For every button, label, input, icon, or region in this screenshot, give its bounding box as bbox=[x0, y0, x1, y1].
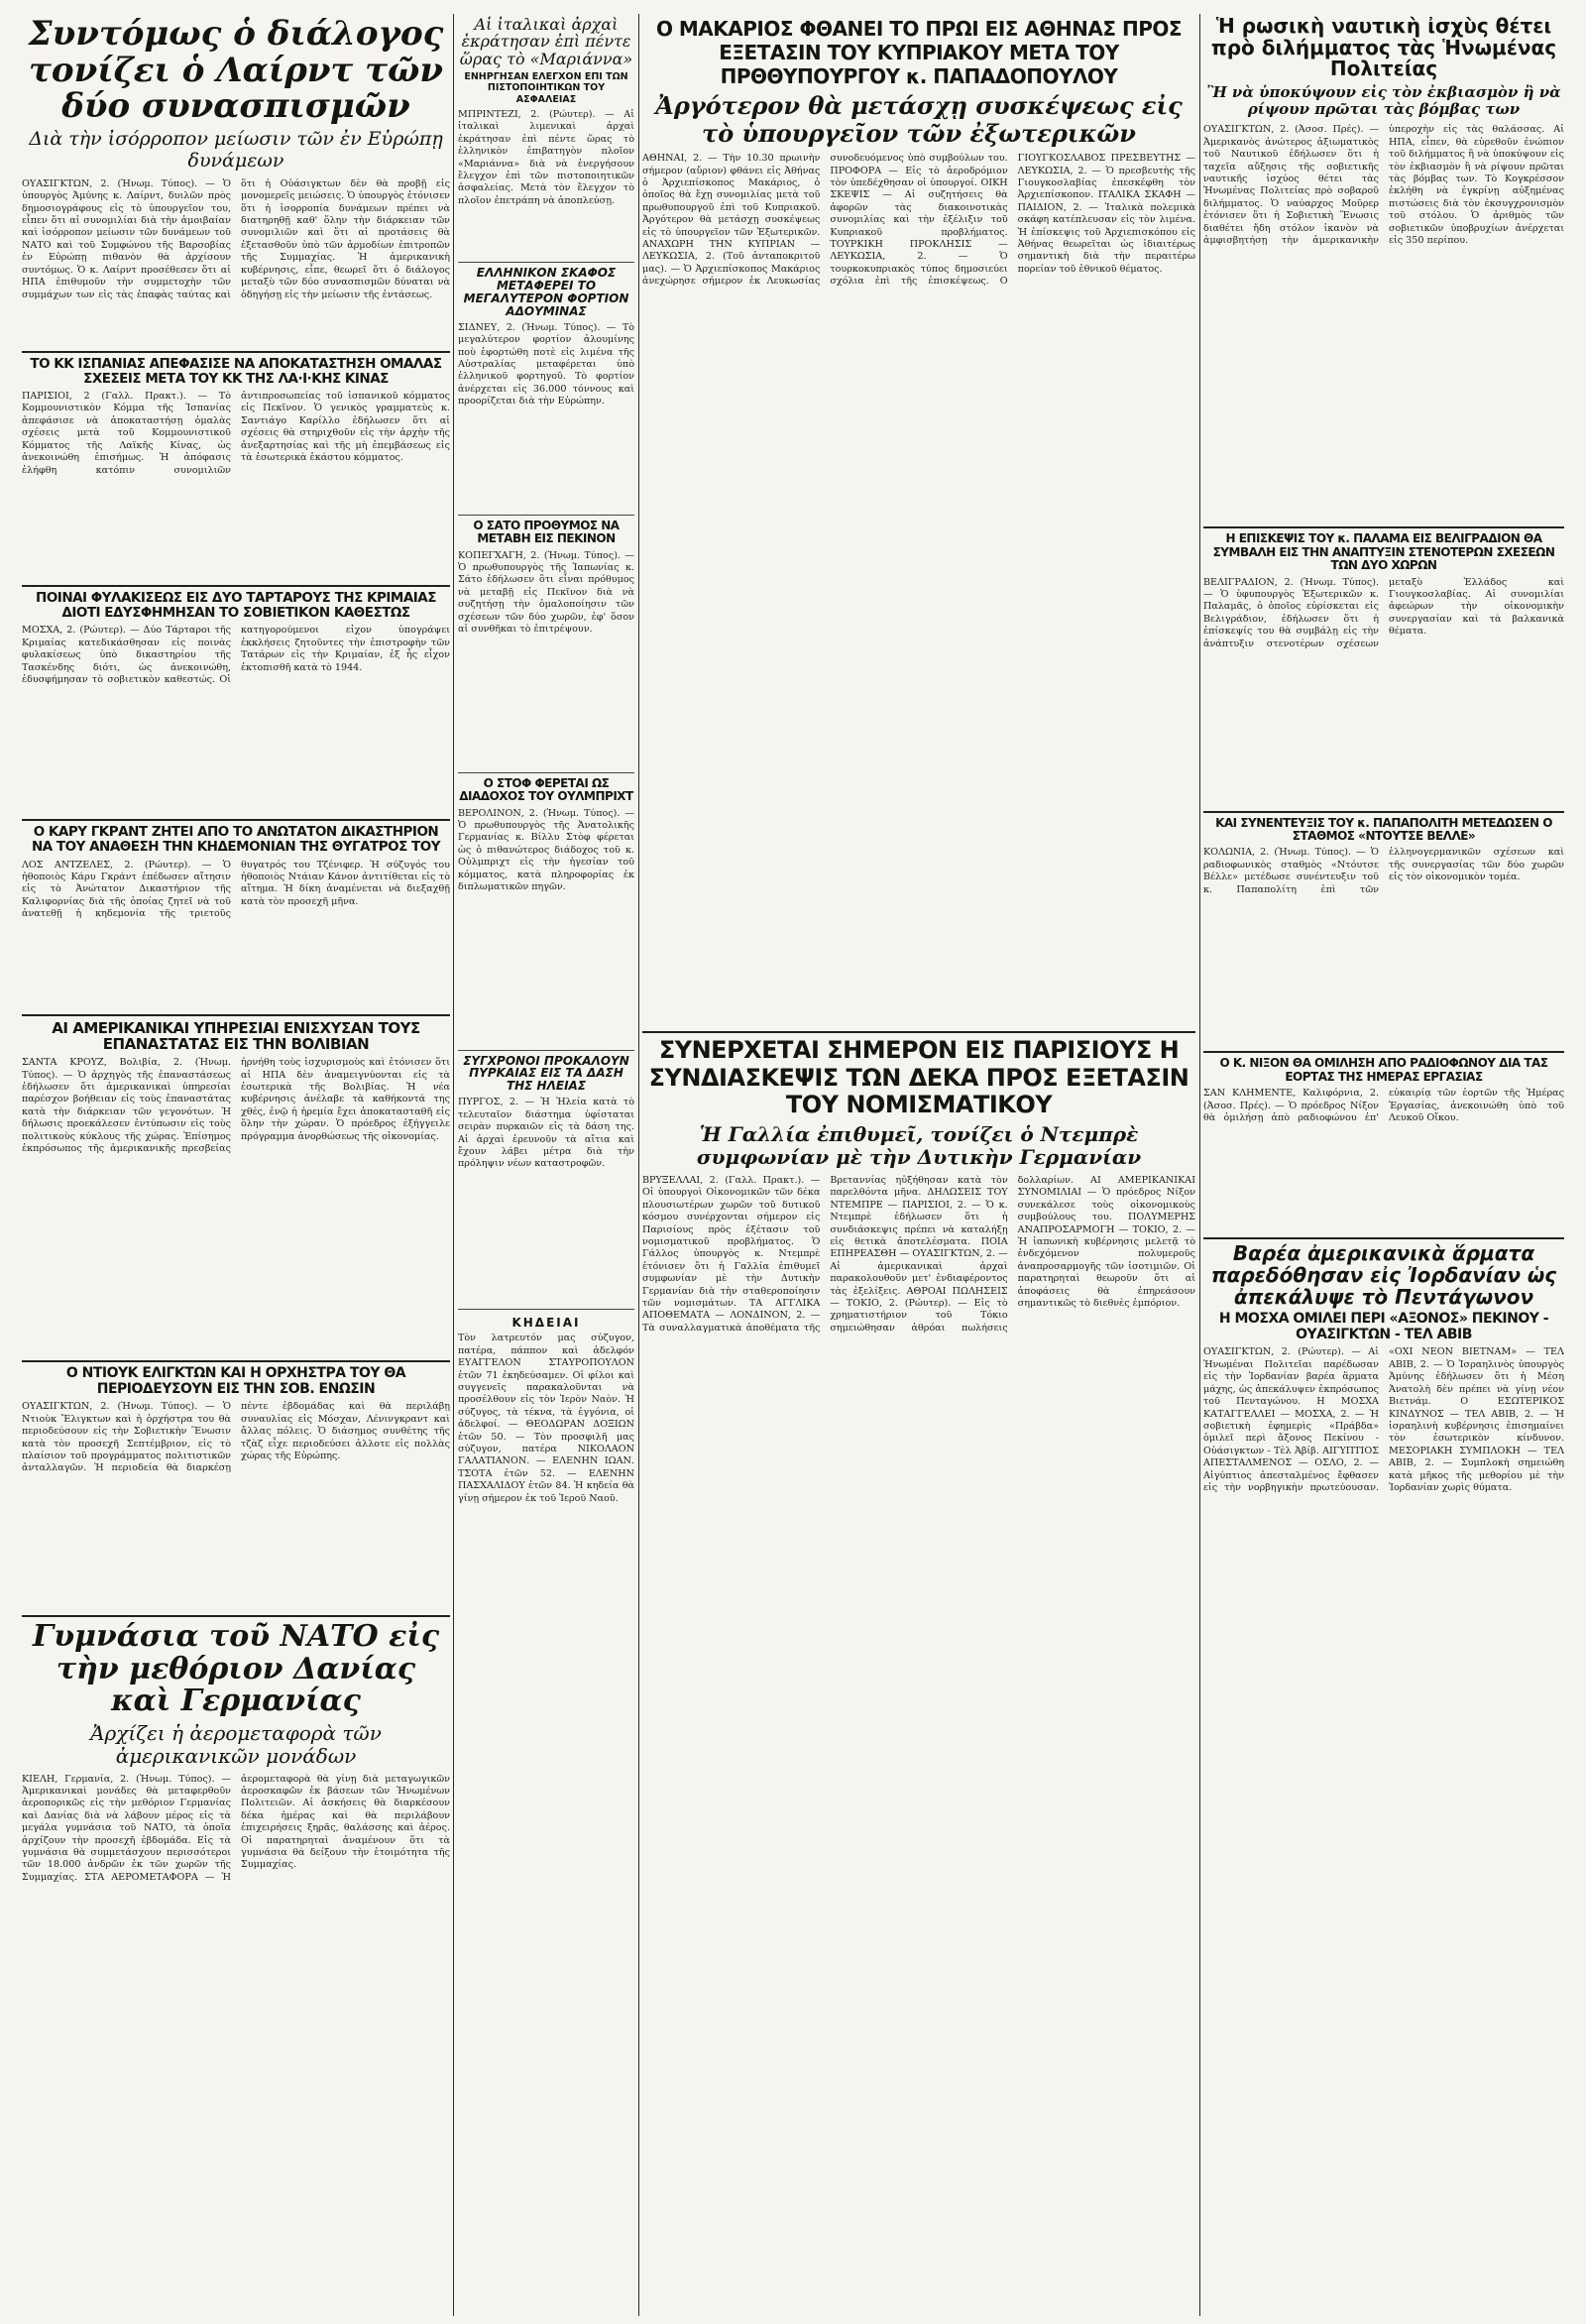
obituary-body: Τὸν λατρευτόν μας σύζυγον, πατέρα, πάππον καὶ ἀδελφόν ΕΥΑΓΓΕΛΟΝ ΣΤΑΥΡΟΠΟΥΛΟΝ ἐτῶν 71 ἐκηδεύσαμεν. Οἱ φίλοι καὶ συγγενεῖς παρακαλοῦνται νὰ προσέλθουν εἰς τὸν Ἱερὸν Ναὸν. Ἡ σύζυγος, τὰ τέκνα, τὰ ἐγγόνια, οἱ ἀδελφοί. — ΘΕΟΔΩΡΑΝ ΔΟΞΙΩΝ ἐτῶν 50. — Τὸν προσφιλῆ μας σύζυγον, πατέρα ΝΙΚΟΛΑΟΝ ΓΑΛΑΤΙΑΝΟΝ. — ΕΛΕΝΗΝ ΙΩΑΝ. ΤΣΟΤΑ ἐτῶν 52. — ΕΛΕΝΗΝ ΠΑΣΧΑΛΙΔΟΥ ἐτῶν 84. Ἡ κηδεία θὰ γίνῃ σήμερον ἐκ τοῦ Ἱεροῦ Ναοῦ. bbox=[458, 1333, 634, 1504]
column-divider bbox=[638, 14, 639, 2316]
story-headline: Βαρέα ἀμερικανικὰ ἅρματα παρεδόθησαν εἰς Ἰορδανίαν ὡς ἀπεκάλυψε τὸ Πεντάγωνον bbox=[1210, 1241, 1557, 1309]
section-rule bbox=[458, 772, 634, 773]
article-body: ΣΑΝ ΚΛΗΜΕΝΤΕ, Καλιφόρνια, 2. (Ἀσοσ. Πρές). — Ὁ πρόεδρος Νίξον θὰ ὁμιλήσῃ ἀπὸ ραδιοφώνου ἐπ' εὐκαιρίᾳ τῶν ἑορτῶν τῆς Ἡμέρας Ἐργασίας, ἀνεκοινώθη ὑπὸ τοῦ Λευκοῦ Οἴκου. bbox=[1203, 1088, 1564, 1124]
column-1 bbox=[22, 14, 450, 2316]
article-body: ΒΡΥΞΕΛΛΑΙ, 2. (Γαλλ. Πρακτ.). — Οἱ ὑπουργοὶ Οἰκονομικῶν τῶν δέκα πλουσιωτέρων χωρῶν τοῦ δυτικοῦ κόσμου συνέρχονται σήμερον εἰς Παρισίους πρὸς ἐξέτασιν τοῦ νομισματικοῦ προβλήματος. Ὁ Γάλλος ὑπουργὸς κ. Ντεμπρὲ ἐτόνισεν ὅτι ἡ Γαλλία ἐπιθυμεῖ συμφωνίαν μὲ τὴν Δυτικὴν Γερμανίαν διὰ τὴν σταθεροποίησιν τῶν νομισμάτων. ΤΑ ΑΓΓΛΙΚΑ ΑΠΟΘΕΜΑΤΑ — ΛΟΝΔΙΝΟΝ, 2. — Τὰ συναλλαγματικὰ ἀποθέματα τῆς Βρεταννίας ηὐξήθησαν κατὰ τὸν παρελθόντα μῆνα. ΔΗΛΩΣΕΙΣ ΤΟΥ ΝΤΕΜΠΡΕ — ΠΑΡΙΣΙΟΙ, 2. — Ὁ κ. Ντεμπρὲ ἐδήλωσεν ὅτι ἡ συνδιάσκεψις πρέπει νὰ καταλήξῃ εἰς θετικὰ ἀποτελέσματα. ΠΟΙΑ ΕΠΗΡΕΑΣΘΗ — ΟΥΑΣΙΓΚΤΩΝ, 2. — Αἱ ἀμερικανικαὶ ἀρχαὶ παρακολουθοῦν μετ' ἐνδιαφέροντος τὰς ἐξελίξεις. ΑΘΡΟΑΙ ΠΩΛΗΣΕΙΣ — ΤΟΚΙΟ, 2. (Ρώυτερ). — Εἰς τὸ χρηματιστήριον τοῦ Τόκιο σημειώθησαν ἀθρόαι πωλήσεις δολλαρίων. ΑΙ ΑΜΕΡΙΚΑΝΙΚΑΙ ΣΥΝΟΜΙΛΙΑΙ — Ὁ πρόεδρος Νίξον συνεκάλεσε τοὺς οἰκονομικοὺς συμβούλους του. ΠΟΛΥΜΕΡΗΣ ΑΝΑΠΡΟΣΑΡΜΟΓΗ — ΤΟΚΙΟ, 2. — Ἡ ἰαπωνικὴ κυβέρνησις μελετᾷ τὸ ἐνδεχόμενον πολυμεροῦς ἀναπροσαρμογῆς τῶν ἰσοτιμιῶν. Οἱ παρατηρηταὶ θεωροῦν ὅτι αἱ ἀποφάσεις θὰ ἐπηρεάσουν σημαντικῶς τὸ διεθνὲς ἐμπόριον. bbox=[642, 1174, 1195, 1334]
section-rule bbox=[22, 1360, 450, 1362]
section-rule bbox=[458, 515, 634, 516]
section-rule bbox=[1203, 811, 1564, 813]
article-body: ΜΠΡΙΝΤΕΖΙ, 2. (Ρώυτερ). — Αἱ ἰταλικαὶ λιμενικαὶ ἀρχαὶ ἐκράτησαν ἐπὶ πέντε ὥρας τὸ ἑλληνικὸν ἐπιβατηγὸν πλοῖον «Μαριάννα» διὰ νὰ ἐνεργήσουν ἔλεγχον ἐπὶ τῶν πιστοποιητικῶν ἀσφαλείας. Μετὰ τὸν ἔλεγχον τὸ πλοῖον ἐπετράπη νὰ ἀποπλεύσῃ. bbox=[458, 108, 634, 206]
story-subheadline: Ἀρχίζει ἡ ἀερομεταφορὰ τῶν ἀμερικανικῶν μονάδων bbox=[90, 1720, 382, 1768]
story-subheadline: Η ΜΟΣΧΑ ΟΜΙΛΕΙ ΠΕΡΙ «ΑΞΟΝΟΣ» ΠΕΚΙΝΟΥ - ΟΥΑΣΙΓΚΤΩΝ - ΤΕΛ ΑΒΙΒ bbox=[1218, 1311, 1549, 1342]
lead-headline: Ἡ ρωσικὴ ναυτικὴ ἰσχὺς θέτει πρὸ διλήμματος τὰς Ἡνωμένας Πολιτείας bbox=[1210, 14, 1557, 81]
column-2 bbox=[458, 14, 634, 2316]
story-subheadline: Ἡ Γαλλία ἐπιθυμεῖ, τονίζει ὁ Ντεμπρὲ συμφωνίαν μὲ τὴν Δυτικὴν Γερμανίαν bbox=[696, 1121, 1142, 1169]
article-body: ΒΕΛΙΓΡΑΔΙΟΝ, 2. (Ἡνωμ. Τύπος). — Ὁ ὑφυπουργὸς Ἐξωτερικῶν κ. Παλαμᾶς, ὁ ὁποῖος εὑρίσκεται εἰς Βελιγράδιον, ἐδήλωσεν ὅτι ἡ ἐπίσκεψίς του θὰ συμβάλῃ εἰς τὴν ἀνάπτυξιν στενοτέρων σχέσεων μεταξὺ Ἑλλάδος καὶ Γιουγκοσλαβίας. Αἱ συνομιλίαι ἀφεώρων τὴν οἰκονομικὴν συνεργασίαν καὶ τὰ βαλκανικὰ θέματα. bbox=[1203, 576, 1564, 649]
lead-subheadline: Ἢ νὰ ὑποκύψουν εἰς τὸν ἐκβιασμὸν ἢ νὰ ρίψουν πρῶται τὰς βόμβας των bbox=[1206, 82, 1561, 119]
article-body: ΟΥΑΣΙΓΚΤΩΝ, 2. (Ἡνωμ. Τύπος). — Ὁ Ντιοὺκ Ἔλιγκτων καὶ ἡ ὀρχήστρα του θὰ περιοδεύσουν εἰς τὴν Σοβιετικὴν Ἕνωσιν κατὰ τὸν προσεχῆ Σεπτέμβριον, εἰς τὸ πλαίσιον τοῦ προγράμματος πολιτιστικῶν ἀνταλλαγῶν. Ἡ περιοδεία θὰ διαρκέσῃ πέντε ἑβδομάδας καὶ θὰ περιλάβῃ συναυλίας εἰς Μόσχαν, Λένινγκραντ καὶ ἄλλας πόλεις. Ὁ διάσημος συνθέτης τῆς τζὰζ εἶχε περιοδεύσει ἀλλοτε εἰς πολλὰς χώρας τῆς Εὐρώπης. bbox=[22, 1401, 450, 1474]
lead-subheadline: Ἀργότερον θὰ μετάσχῃ συσκέψεως εἰς τὸ ὑπουργεῖον τῶν ἐξωτερικῶν bbox=[655, 91, 1183, 148]
story-subheadline: ΕΝΗΡΓΗΣΑΝ ΕΛΕΓΧΟΝ ΕΠΙ ΤΩΝ ΠΙΣΤΟΠΟΙΗΤΙΚΩΝ ΤΟΥ ΑΣΦΑΛΕΙΑΣ bbox=[464, 70, 628, 105]
section-rule bbox=[1203, 1237, 1564, 1239]
story-headline: Ο Κ. ΝΙΞΟΝ ΘΑ ΟΜΙΛΗΣΗ ΑΠΟ ΡΑΔΙΟΦΩΝΟΥ ΔΙΑ ΤΑΣ ΕΟΡΤΑΣ ΤΗΣ ΗΜΕΡΑΣ ΕΡΓΑΣΙΑΣ bbox=[1219, 1056, 1548, 1084]
story-headline: Η ΕΠΙΣΚΕΨΙΣ ΤΟΥ κ. ΠΑΛΑΜΑ ΕΙΣ ΒΕΛΙΓΡΑΔΙΟΝ ΘΑ ΣΥΜΒΑΛΗ ΕΙΣ ΤΗΝ ΑΝΑΠΤΥΞΙΝ ΣΤΕΝΟΤΕΡΩΝ ΣΧΕΣΕΩΝ ΤΩΝ ΔΥΟ ΧΩΡΩΝ bbox=[1212, 531, 1555, 573]
column-3 bbox=[642, 14, 1195, 2316]
obituary-heading: ΚΗΔΕΙΑΙ bbox=[511, 1316, 581, 1331]
article-body: ΚΟΛΩΝΙΑ, 2. (Ἡνωμ. Τύπος). — Ὁ ραδιοφωνικὸς σταθμὸς «Ντόυτσε Βέλλε» μετέδωσε συνέντευξιν τοῦ κ. Παπαπολίτη ἐπὶ τῶν ἑλληνογερμανικῶν σχέσεων καὶ τῆς συνεργασίας τῶν δύο χωρῶν εἰς τὸν οἰκονομικὸν τομέα. bbox=[1203, 847, 1564, 895]
story-headline: ΕΛΛΗΝΙΚΟΝ ΣΚΑΦΟΣ ΜΕΤΑΦΕΡΕΙ ΤΟ ΜΕΓΑΛΥΤΕΡΟΝ ΦΟΡΤΙΟΝ ΑΔΟΥΜΙΝΑΣ bbox=[463, 265, 629, 318]
article-body: ΟΥΑΣΙΓΚΤΩΝ, 2. (Ρώυτερ). — Αἱ Ἡνωμέναι Πολιτεῖαι παρέδωσαν εἰς τὴν Ἰορδανίαν βαρέα ἅρματα μάχης, ὡς ἀπεκάλυψεν ἐκπρόσωπος τοῦ Πενταγώνου. Η ΜΟΣΧΑ ΚΑΤΑΓΓΕΛΛΕΙ — ΜΟΣΧΑ, 2. — Ἡ σοβιετικὴ ἐφημερὶς «Πράβδα» ὁμιλεῖ περὶ ἄξονος Πεκίνου - Οὐάσιγκτων - Τὲλ Ἀβίβ. ΑΙΓΥΠΤΙΟΣ ΑΠΕΣΤΑΛΜΕΝΟΣ — ΟΣΛΟ, 2. — Αἰγύπτιος ἀπεσταλμένος ἔφθασεν εἰς τὴν νορβηγικὴν πρωτεύουσαν. «ΟΧΙ ΝΕΟΝ ΒΙΕΤΝΑΜ» — ΤΕΛ ΑΒΙΒ, 2. — Ὁ Ἰσραηλινὸς ὑπουργὸς Ἀμύνης ἐδήλωσεν ὅτι ἡ Μέση Ἀνατολὴ δὲν πρέπει νὰ γίνῃ νέον Βιετνάμ. Ο ΕΣΩΤΕΡΙΚΟΣ ΚΙΝΔΥΝΟΣ — ΤΕΛ ΑΒΙΒ, 2. — Ἡ ἰσραηλινὴ κυβέρνησις ἐπισημαίνει τὸν ἐσωτερικὸν κίνδυνον. ΜΕΣΟΡΙΑΚΗ ΣΥΜΠΛΟΚΗ — ΤΕΛ ΑΒΙΒ, 2. — Συμπλοκὴ σημειώθη κατὰ μῆκος τῆς μεθορίου μὲ τὴν Ἰορδανίαν χωρὶς θύματα. bbox=[1203, 1346, 1564, 1493]
lead-headline: Συντόμως ὁ διάλογος τονίζει ὁ Λαίρντ τῶν δύο συνασπισμῶν bbox=[28, 14, 444, 127]
lead-article-body: ΟΥΑΣΙΓΚΤΩΝ, 2. (Ἀσοσ. Πρές). — Ἀμερικανὸς ἀνώτερος ἀξιωματικὸς τοῦ Ναυτικοῦ ἐδήλωσεν ὅτι ἡ ταχεῖα αὔξησις τῆς σοβιετικῆς ναυτικῆς ἰσχύος θέτει τὰς Ἡνωμένας Πολιτείας πρὸ σοβαροῦ διλήμματος. Ὁ ναύαρχος Μοῦρερ ἐτόνισεν ὅτι ἡ Σοβιετικὴ Ἕνωσις διαθέτει ἤδη στόλον ἱκανὸν νὰ ἀμφισβητήσῃ τὴν ἀμερικανικὴν ὑπεροχὴν εἰς τὰς θαλάσσας. Αἱ ΗΠΑ, εἶπεν, θὰ εὑρεθοῦν ἐνώπιον τοῦ διλήμματος ἢ νὰ ὑποκύψουν εἰς τὸν ἐκβιασμὸν ἢ νὰ ρίψουν πρῶται τὰς βόμβας των. Τὸ Κογκρέσσον ἐκλήθη νὰ ἐγκρίνῃ αὐξημένας πιστώσεις διὰ τὸν ἐκσυγχρονισμὸν τοῦ στόλου. Ὁ ἀριθμὸς τῶν σοβιετικῶν ὑποβρυχίων ἀνέρχεται εἰς 350 περίπου. bbox=[1203, 124, 1564, 246]
article-body: ΚΙΕΛΗ, Γερμανία, 2. (Ἡνωμ. Τύπος). — Ἀμερικανικαὶ μονάδες θὰ μεταφερθοῦν ἀεροπορικῶς εἰς τὴν μεθόριον Γερμανίας καὶ Δανίας διὰ νὰ λάβουν μέρος εἰς τὰ μεγάλα γυμνάσια τοῦ ΝΑΤΟ, τὰ ὁποῖα ἀρχίζουν τὴν προσεχῆ ἑβδομάδα. Εἰς τὰ γυμνάσια θὰ συμμετάσχουν περισσότεροι τῶν 18.000 ἀνδρῶν ἐκ τῶν χωρῶν τῆς Συμμαχίας. ΣΤΑ ΑΕΡΟΜΕΤΑΦΟΡΑ — Ἡ ἀερομεταφορὰ θὰ γίνῃ διὰ μεταγωγικῶν ἀεροσκαφῶν ἐκ βάσεων τῶν Ἡνωμένων Πολιτειῶν. Αἱ ἀσκήσεις θὰ διαρκέσουν δέκα ἡμέρας καὶ θὰ περιλάβουν ἐπιχειρήσεις ξηρᾶς, θαλάσσης καὶ ἀέρος. Οἱ παρατηρηταὶ ἀναμένουν ὅτι τὰ γυμνάσια θὰ δείξουν τὴν ἑτοιμότητα τῆς Συμμαχίας. bbox=[22, 1773, 450, 1883]
section-rule bbox=[22, 585, 450, 587]
story-headline: Αἱ ἰταλικαὶ ἀρχαὶ ἐκράτησαν ἐπὶ πέντε ὥρας τὸ «Μαριάννα» bbox=[459, 15, 633, 68]
section-rule bbox=[458, 1050, 634, 1051]
column-divider bbox=[453, 14, 454, 2316]
story-headline: ΣΥΝΕΡΧΕΤΑΙ ΣΗΜΕΡΟΝ ΕΙΣ ΠΑΡΙΣΙΟΥΣ Η ΣΥΝΔΙΑΣΚΕΨΙΣ ΤΩΝ ΔΕΚΑ ΠΡΟΣ ΕΞΕΤΑΣΙΝ ΤΟΥ ΝΟΜΙΣΜΑΤΙΚΟΥ bbox=[648, 1036, 1190, 1119]
article-body: ΛΟΣ ΑΝΤΖΕΛΕΣ, 2. (Ρώυτερ). — Ὁ ἠθοποιὸς Κάρυ Γκράντ ἐπέδωσεν αἴτησιν εἰς τὸ Ἀνώτατον Δικαστήριον τῆς Καλιφορνίας διὰ τῆς ὁποίας ζητεῖ νὰ τοῦ ἀνατεθῇ ἡ κηδεμονία τῆς τριετοῦς θυγατρός του Τζένιφερ. Ἡ σύζυγός του ἠθοποιὸς Ντάιαν Κάνον ἀντιτίθεται εἰς τὸ αἴτημα. Ἡ δίκη ἀναμένεται νὰ διεξαχθῇ κατὰ τὸν προσεχῆ μῆνα. bbox=[22, 859, 450, 920]
section-rule bbox=[1203, 1051, 1564, 1053]
article-body: ΣΙΔΝΕΥ, 2. (Ἡνωμ. Τύπος). — Τὸ μεγαλύτερον φορτίον ἀλουμίνης ποὺ ἐφορτώθη ποτὲ εἰς λιμένα τῆς Αὐστραλίας μεταφέρεται ὑπὸ ἑλληνικοῦ φορτηγοῦ. Τὸ φορτίον ἀνέρχεται εἰς 36.000 τόννους καὶ προορίζεται διὰ τὴν Εὐρώπην. bbox=[458, 321, 634, 407]
article-body: ΠΑΡΙΣΙΟΙ, 2 (Γαλλ. Πρακτ.). — Τὸ Κομμουνιστικὸν Κόμμα τῆς Ἰσπανίας ἀπεφάσισε νὰ ἀποκαταστήσῃ ὁμαλὰς σχέσεις μετὰ τοῦ Κομμουνιστικοῦ Κόμματος τῆς Λαϊκῆς Κίνας, ὡς ἀνεκοινώθη ἐπισήμως. Ἡ ἀπόφασις ἐλήφθη κατόπιν συνομιλιῶν ἀντιπροσωπείας τοῦ ἰσπανικοῦ κόμματος εἰς Πεκῖνον. Ὁ γενικὸς γραμματεὺς κ. Σαντιάγο Καρίλλο ἐδήλωσεν ὅτι αἱ σχέσεις θὰ στηριχθοῦν εἰς τὴν ἀρχὴν τῆς ἀνεξαρτησίας καὶ τῆς μὴ ἐπεμβάσεως εἰς τὰ ἐσωτερικὰ ἑκάστου κόμματος. bbox=[22, 391, 450, 476]
article-body: ΠΥΡΓΟΣ, 2. — Ἡ Ἠλεία κατὰ τὸ τελευταῖον διάστημα ὑφίσταται σειρὰν πυρκαιῶν εἰς τὰ δάση της. Αἱ ἀρχαὶ ἐρευνοῦν τὰ αἴτια καὶ ἔχουν λάβει μέτρα διὰ τὴν πρόληψιν νέων καταστροφῶν. bbox=[458, 1097, 634, 1170]
lead-article-body: ΑΘΗΝΑΙ, 2. — Τὴν 10.30 πρωινὴν σήμερον (αὔριον) φθάνει εἰς Ἀθήνας ὁ Ἀρχιεπίσκοπος Μακάριος, ὁ ὁποῖος θὰ ἔχῃ συνομιλίας μετὰ τοῦ πρωθυπουργοῦ ἐπὶ τοῦ Κυπριακοῦ. Ἀργότερον θὰ μετάσχῃ συσκέψεως εἰς τὸ ὑπουργεῖον τῶν Ἐξωτερικῶν. ΑΝΑΧΩΡΗ ΤΗΝ ΚΥΠΡΙΑΝ — ΛΕΥΚΩΣΙΑ, 2. (Τοῦ ἀνταποκριτοῦ μας). — Ὁ Ἀρχιεπίσκοπος Μακάριος ἀνεχώρησε σήμερον ἐκ Λευκωσίας συνοδευόμενος ὑπὸ συμβούλων του. ΠΡΟΦΟΡΑ — Εἰς τὸ ἀεροδρόμιον τὸν ὑπεδέχθησαν οἱ ὑπουργοί. ΟΙΚΗ ΣΚΕΨΙΣ — Αἱ συζητήσεις θὰ ἀφορῶν τὰς διακοινοτικὰς συνομιλίας καὶ τὴν ἐξέλιξιν τοῦ Κυπριακοῦ προβλήματος. ΤΟΥΡΚΙΚΗ ΠΡΟΚΛΗΣΙΣ — ΛΕΥΚΩΣΙΑ, 2. — Ὁ τουρκοκυπριακὸς τύπος δημοσιεύει σχόλια ἐπὶ τῆς ἐπισκέψεως. Ο ΓΙΟΥΓΚΟΣΛΑΒΟΣ ΠΡΕΣΒΕΥΤΗΣ — ΛΕΥΚΩΣΙΑ, 2. — Ὁ πρεσβευτὴς τῆς Γιουγκοσλαβίας ἐπεσκέφθη τὸν Ἀρχιεπίσκοπον. ΙΤΑΛΙΚΑ ΣΚΑΦΗ — ΠΑΙΔΙΟΝ, 2. — Ἰταλικὰ πολεμικὰ σκάφη κατέπλευσαν εἰς τὸν λιμένα. Ἡ ἐπίσκεψις τοῦ Ἀρχιεπισκόπου εἰς Ἀθήνας θεωρεῖται ὡς ἰδιαιτέρως σημαντικὴ διὰ τὴν περαιτέρω πορείαν τοῦ ἐθνικοῦ θέματος. bbox=[642, 153, 1195, 288]
story-headline: ΤΟ ΚΚ ΙΣΠΑΝΙΑΣ ΑΠΕΦΑΣΙΣΕ ΝΑ ΑΠΟΚΑΤΑΣΤΗΣΗ ΟΜΑΛΑΣ ΣΧΕΣΕΙΣ ΜΕΤΑ ΤΟΥ ΚΚ ΤΗΣ ΛΑ·Ι·ΚΗΣ ΚΙΝΑΣ bbox=[30, 355, 442, 387]
story-headline: Γυμνάσια τοῦ ΝΑΤΟ εἰς τὴν μεθόριον Δανίας καὶ Γερμανίας bbox=[32, 1619, 440, 1719]
story-headline: Ο ΝΤΙΟΥΚ ΕΛΙΓΚΤΩΝ ΚΑΙ Η ΟΡΧΗΣΤΡΑ ΤΟΥ ΘΑ ΠΕΡΙΟΔΕΥΣΟΥΝ ΕΙΣ ΤΗΝ ΣΟΒ. ΕΝΩΣΙΝ bbox=[65, 1365, 406, 1397]
section-rule bbox=[642, 1031, 1195, 1033]
article-body: ΚΟΠΕΓΧΑΓΗ, 2. (Ἡνωμ. Τύπος). — Ὁ πρωθυπουργὸς τῆς Ἰαπωνίας κ. Σάτο ἐδήλωσεν ὅτι εἶναι πρόθυμος νὰ μεταβῇ εἰς Πεκῖνον διὰ νὰ συζητήσῃ τὴν ὁμαλοποίησιν τῶν σχέσεων τῶν δύο χωρῶν, ἐφ' ὅσον αἱ συνθῆκαι τὸ ἐπιτρέψουν. bbox=[458, 549, 634, 636]
article-body: ΣΑΝΤΑ ΚΡΟΥΖ, Βολιβία, 2. (Ἡνωμ. Τύπος). — Ὁ ἀρχηγὸς τῆς ἐπαναστάσεως ἐδήλωσεν ὅτι ἀμερικανικαὶ ὑπηρεσίαι παρέσχον βοήθειαν εἰς τοὺς ἐπαναστάτας κατὰ τὴν διάρκειαν τῶν γεγονότων. Ἡ δήλωσις προεκάλεσεν ἐντύπωσιν εἰς τοὺς πολιτικοὺς κύκλους τῆς χώρας. Ἐπίσημος ἐκπρόσωπος τῆς ἀμερικανικῆς πρεσβείας ἠρνήθη τοὺς ἰσχυρισμοὺς καὶ ἐτόνισεν ὅτι αἱ ΗΠΑ δὲν ἀναμειγνύονται εἰς τὰ ἐσωτερικὰ τῆς Βολιβίας. Ἡ νέα κυβέρνησις ἀνέλαβε τὰ καθήκοντά της χθές, ἐνῷ ἡ ἠρεμία ἔχει ἀποκατασταθῆ εἰς ὅλην τὴν χώραν. Ὁ πρόεδρος ἐξήγγειλε πρόγραμμα ἀνορθώσεως τῆς οἰκονομίας. bbox=[22, 1057, 450, 1154]
story-headline: ΠΟΙΝΑΙ ΦΥΛΑΚΙΣΕΩΣ ΕΙΣ ΔΥΟ ΤΑΡΤΑΡΟΥΣ ΤΗΣ ΚΡΙΜΑΙΑΣ ΔΙΟΤΙ ΕΔΥΣΦΗΜΗΣΑΝ ΤΟ ΣΟΒΙΕΤΙΚΟΝ ΚΑΘΕΣΤΩΣ bbox=[36, 590, 436, 622]
story-headline: ΣΥΓΧΡΟΝΟΙ ΠΡΟΚΑΛΟΥΝ ΠΥΡΚΑΙΑΣ ΕΙΣ ΤΑ ΔΑΣΗ ΤΗΣ ΗΛΕΙΑΣ bbox=[463, 1053, 629, 1094]
story-headline: ΑΙ ΑΜΕΡΙΚΑΝΙΚΑΙ ΥΠΗΡΕΣΙΑΙ ΕΝΙΣΧΥΣΑΝ ΤΟΥΣ ΕΠΑΝΑΣΤΑΤΑΣ ΕΙΣ ΤΗΝ ΒΟΛΙΒΙΑΝ bbox=[52, 1018, 420, 1054]
column-divider bbox=[1199, 14, 1200, 2316]
section-rule bbox=[22, 819, 450, 821]
story-headline: Ο ΚΑΡΥ ΓΚΡΑΝΤ ΖΗΤΕΙ ΑΠΟ ΤΟ ΑΝΩΤΑΤΟΝ ΔΙΚΑΣΤΗΡΙΟΝ ΝΑ ΤΟΥ ΑΝΑΘΕΣΗ ΤΗΝ ΚΗΔΕΜΟΝΙΑΝ ΤΗΣ ΘΥΓΑΤΡΟΣ ΤΟΥ bbox=[31, 824, 441, 856]
lead-subheadline: Διὰ τὴν ἰσόρροπον μείωσιν τῶν ἐν Εὐρώπῃ δυνάμεων bbox=[29, 128, 443, 172]
lead-headline: Ο ΜΑΚΑΡΙΟΣ ΦΘΑΝΕΙ ΤΟ ΠΡΩΙ ΕΙΣ ΑΘΗΝΑΣ ΠΡΟΣ ΕΞΕΤΑΣΙΝ ΤΟΥ ΚΥΠΡΙΑΚΟΥ ΜΕΤΑ ΤΟΥ ΠΡΘΘΥΠΟΥΡΓΟΥ κ. ΠΑΠΑΔΟΠΟΥΛΟΥ bbox=[655, 17, 1183, 88]
article-body: ΒΕΡΟΛΙΝΟΝ, 2. (Ἡνωμ. Τύπος). — Ὁ πρωθυπουργὸς τῆς Ἀνατολικῆς Γερμανίας κ. Βίλλυ Στὸφ φέρεται ὡς ὁ πιθανώτερος διάδοχος τοῦ κ. Οὐλμπριχτ εἰς τὴν ἡγεσίαν τοῦ κόμματος, κατὰ πληροφορίας ἐκ διπλωματικῶν πηγῶν. bbox=[458, 807, 634, 892]
story-headline: Ο ΣΑΤΟ ΠΡΟΘΥΜΟΣ ΝΑ ΜΕΤΑΒΗ ΕΙΣ ΠΕΚΙΝΟΝ bbox=[473, 518, 620, 546]
section-rule bbox=[458, 262, 634, 263]
story-headline: ΚΑΙ ΣΥΝΕΝΤΕΥΞΙΣ ΤΟΥ κ. ΠΑΠΑΠΟΛΙΤΗ ΜΕΤΕΔΩΣΕΝ Ο ΣΤΑΘΜΟΣ «ΝΤΟΥΤΣΕ ΒΕΛΛΕ» bbox=[1215, 815, 1552, 844]
column-4 bbox=[1203, 14, 1564, 2316]
section-rule bbox=[1203, 526, 1564, 528]
section-rule bbox=[458, 1309, 634, 1310]
lead-article-body: ΟΥΑΣΙΓΚΤΩΝ, 2. (Ἡνωμ. Τύπος). — Ὁ ὑπουργὸς Ἀμύνης κ. Λαίρντ, δυιλῶν πρὸς δημοσιογράφους εἰς τὸ ὑπουργεῖον του, εἶπεν ὅτι αἱ συνομιλίαι διὰ τὴν ἀμοιβαίαν καὶ ἰσόρροπον μείωσιν τῶν δυνάμεων τοῦ ΝΑΤΟ καὶ τοῦ Συμφώνου τῆς Βαρσοβίας ἐν Εὐρώπῃ πιθανὸν θὰ ἀρχίσουν συντόμως. Ὁ κ. Λαίρντ προσέθεσεν ὅτι αἱ ΗΠΑ ἐπιθυμοῦν τὴν συμμετοχὴν τῶν συμμάχων των εἰς τὰς ἐπαφὰς ταύτας καὶ ὅτι ἡ Οὐάσιγκτων δὲν θὰ προβῇ εἰς μονομερεῖς μειώσεις. Ὁ ὑπουργὸς ἐτόνισεν ὅτι ἡ ἰσορροπία δυνάμεων πρέπει νὰ διατηρηθῇ καθ' ὅλην τὴν διάρκειαν τῶν συνομιλιῶν καὶ ὅτι αἱ προτάσεις θὰ ἐξετασθοῦν ὑπὸ τῶν ἁρμοδίων ἐπιτροπῶν τῆς Συμμαχίας. Ἡ ἀμερικανικὴ κυβέρνησις, εἶπε, θεωρεῖ ὅτι ὁ διάλογος μεταξὺ τῶν δύο συνασπισμῶν δύναται νὰ ὁδηγήσῃ εἰς τὴν μείωσιν τῆς ἐντάσεως. bbox=[22, 177, 450, 300]
story-headline: Ο ΣΤΟΦ ΦΕΡΕΤΑΙ ΩΣ ΔΙΑΔΟΧΟΣ ΤΟΥ ΟΥΛΜΠΡΙΧΤ bbox=[459, 775, 633, 804]
article-body: ΜΟΣΧΑ, 2. (Ρώυτερ). — Δύο Τάρταροι τῆς Κριμαίας κατεδικάσθησαν εἰς ποινὰς φυλακίσεως ὑπὸ δικαστηρίου τῆς Τασκένδης διότι, ὡς ἀνεκοινώθη, ἐδυσφήμησαν τὸ σοβιετικὸν καθεστώς. Οἱ κατηγορούμενοι εἶχον ὑπογράψει ἐκκλήσεις ζητοῦντες τὴν ἐπιστροφὴν τῶν Τατάρων εἰς τὴν Κριμαίαν, ἐξ ἧς εἶχον ἐκτοπισθῆ κατὰ τὸ 1944. bbox=[22, 625, 450, 685]
section-rule bbox=[22, 1014, 450, 1016]
section-rule bbox=[22, 1615, 450, 1617]
section-rule bbox=[22, 351, 450, 353]
